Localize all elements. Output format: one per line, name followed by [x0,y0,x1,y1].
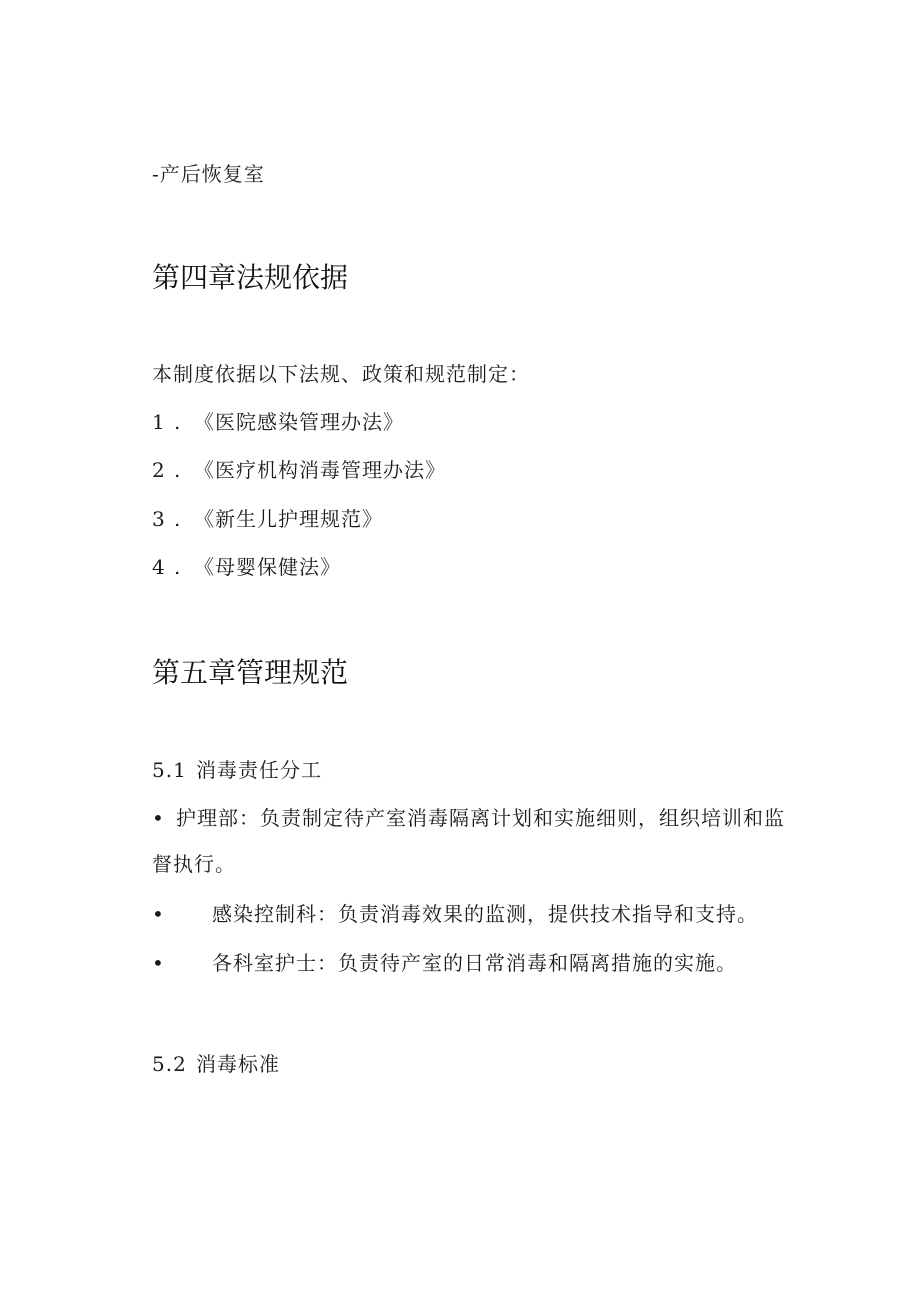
duty-item-nursing-dept [152,804,785,832]
section-title: 消毒责任分工 [196,758,322,782]
item-number: 2 [152,458,166,482]
item-text: 《医疗机构消毒管理办法》 [194,458,446,482]
regulation-item-2 [152,456,446,484]
duty-item-ward-nurses: 各科室护士：负责待产室的日常消毒和隔离措施的实施。 [212,951,737,975]
bullet: • [152,902,164,926]
item-separator: . [174,555,182,579]
item-separator: . [174,458,182,482]
section-5-1-heading [152,756,322,784]
regulation-item-4 [152,553,341,581]
chapter-5-title: 第五章管理规范 [152,656,349,689]
item-number: 1 [152,410,166,434]
section-number: 5.2 [152,1052,187,1076]
section-number: 5.1 [152,758,187,782]
section-title: 消毒标准 [196,1052,280,1076]
chapter-4-intro: 本制度依据以下法规、政策和规范制定： [152,362,530,386]
item-number: 3 [152,507,166,531]
duty-item-infection-control: 感染控制科：负责消毒效果的监测，提供技术指导和支持。 [212,902,758,926]
regulation-item-3 [152,505,383,533]
bullet: • [152,806,165,830]
duty-item-nursing-dept-cont: 督执行。 [152,852,236,876]
bullet: • [152,951,164,975]
item-number: 4 [152,555,166,579]
item-text: 《母婴保健法》 [194,555,341,579]
item-text: 《医院感染管理办法》 [194,410,404,434]
section-5-2-heading [152,1050,280,1078]
item-text: 《新生儿护理规范》 [194,507,383,531]
item-separator: . [174,507,182,531]
list-item-postpartum-recovery: -产后恢复室 [152,162,265,186]
chapter-4-title: 第四章法规依据 [152,261,349,294]
regulation-item-1 [152,408,404,436]
item-text: 护理部：负责制定待产室消毒隔离计划和实施细则，组织培训和监 [176,806,785,830]
item-separator: . [174,410,182,434]
